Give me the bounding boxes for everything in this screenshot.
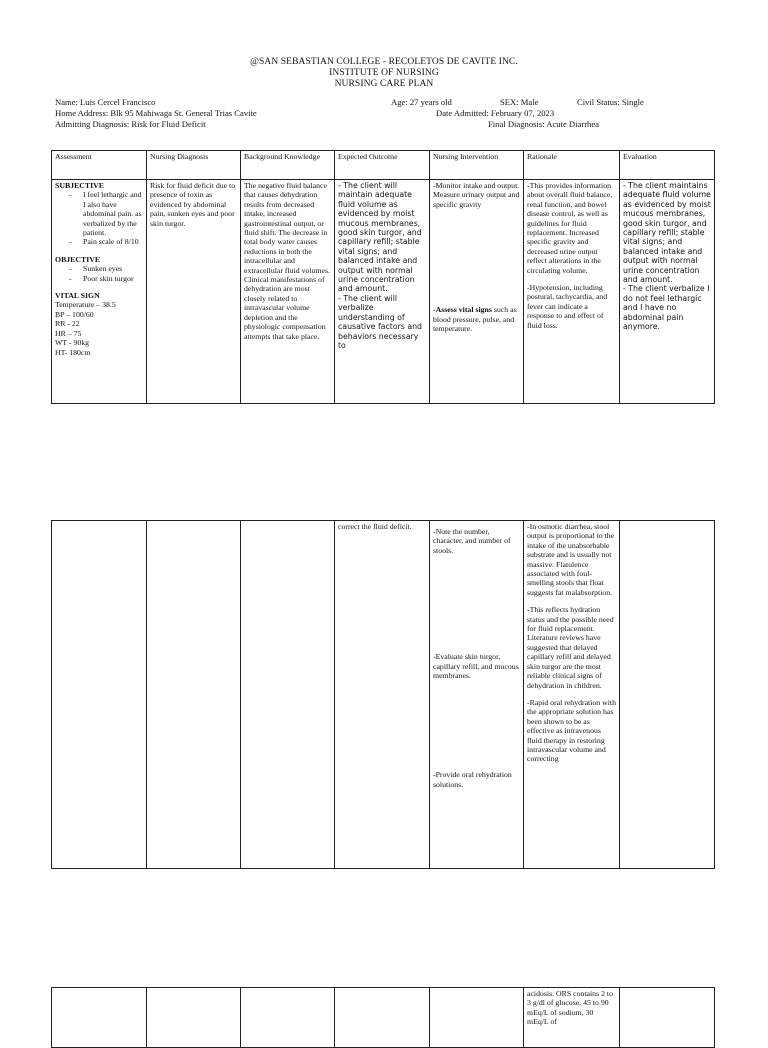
expected-outcome-cell: [335, 988, 430, 1048]
column-header: Evaluation: [620, 151, 715, 180]
institute-name: INSTITUTE OF NURSING: [329, 68, 439, 78]
evaluation-cell: [620, 180, 715, 404]
vital-wt: WT - 90kg: [55, 338, 90, 348]
nursing-intervention-cell: [430, 180, 524, 404]
assessment-cell: [52, 988, 147, 1048]
list-item: - Sunken eyes: [69, 264, 143, 273]
intervention-text: -Note the number, character, and number of stools.: [433, 527, 511, 555]
expected-outcome-cell: correct the fluid deficit.: [335, 521, 430, 869]
column-header: Assessment: [52, 151, 147, 180]
patient-sex: SEX: Male: [500, 97, 539, 107]
rationale-text: -Hypotension, including postural, tachycardia, and fever can indicate a response to and effect of fluid loss.: [527, 283, 608, 330]
rationale-cell: acidosis. ORS contains 2 to 3 g/dl of glucose, 45 to 90 mEq/L of sodium, 30 mEq/L of: [524, 988, 620, 1048]
objective-heading: OBJECTIVE: [55, 254, 101, 264]
rationale-text: -This provides information about overall fluid balance, renal function, and bowel disease control, as well as guidelines for fluid replacement. Increased specific gravity and decreased urine output reflect alterations in the circulating volume.: [527, 181, 613, 275]
column-header: Background Knowledge: [241, 151, 335, 180]
header-row: [52, 151, 715, 180]
care-plan-table-page-2: [51, 520, 715, 869]
background-knowledge-cell: The negative fluid balance that causes dehydration results from decreased intake, increased gastrointestinal output, or fluid shift. The decrease in total body water causes reductions in both the intracellular and extracellular fluid volumes. Clinical manifestations of dehydration are most closely related to intravascular volume depletion and the physiologic compensation attempts that take place.: [241, 180, 335, 404]
expected-outcome-cell: [335, 180, 430, 404]
outcome-text: - The client will verbalize understanding of causative factors and behaviors necessary to: [338, 293, 423, 350]
background-knowledge-cell: [241, 521, 335, 869]
intervention-text: -Evaluate skin turgor, capillary refill, and mucous membranes.: [433, 652, 519, 681]
subjective-heading: SUBJECTIVE: [55, 181, 104, 190]
nursing-diagnosis-cell: [147, 988, 241, 1048]
vital-temperature: Temperature – 38.5: [55, 300, 116, 310]
column-header: Nursing Diagnosis: [147, 151, 241, 180]
intervention-text: -Monitor intake and output. Measure urinary output and specific gravity: [433, 181, 520, 209]
subjective-list: [55, 190, 143, 246]
rationale-text: -In osmotic diarrhea, stool output is proportional to the intake of the unabsorbable substrate and is usually not massive. Flatulence associated with foul-smelling stools that float suggests fat malabsorption.: [527, 522, 615, 597]
care-plan-table-page-3: [51, 987, 715, 1048]
table-row: [52, 521, 715, 869]
outcome-text: - The client will maintain adequate fluid volume as evidenced by moist mucous membranes, good skin turgor, and capillary refill; stable vital signs; and balanced intake and output with normal urine concentration and amount.: [338, 181, 422, 294]
column-header: Nursing Intervention: [430, 151, 524, 180]
nursing-diagnosis-cell: [147, 521, 241, 869]
intervention-text: -Provide oral rehydration solutions.: [433, 770, 512, 789]
evaluation-text: - The client maintains adequate fluid volume as evidenced by moist mucous membranes, good skin turgor, and capillary refill; stable vital signs; and balanced intake and output with normal urine concentration and amount.: [623, 181, 711, 285]
assessment-cell: [52, 180, 147, 404]
evaluation-text: - The client verbalize I do not feel lethargic and I have no abdominal pain anymore.: [623, 284, 710, 332]
nursing-intervention-cell: [430, 988, 524, 1048]
patient-age: Age: 27 years old: [391, 97, 452, 107]
vital-hr: HR – 75: [55, 328, 82, 338]
evaluation-cell: [620, 521, 715, 869]
care-plan-table-page-1: [51, 150, 715, 404]
list-item: - Poor skin turgor: [69, 274, 143, 283]
vital-rr: RR - 22: [55, 319, 80, 329]
column-header: Expected Outcome: [335, 151, 430, 180]
column-header: Rationale: [524, 151, 620, 180]
evaluation-cell: [620, 988, 715, 1048]
objective-list: [55, 264, 143, 283]
list-item: - Pain scale of 8/10: [69, 237, 143, 246]
final-diagnosis: Final Diagnosis: Acute Diarrhea: [488, 119, 599, 129]
vital-bp: BP – 100/60: [55, 309, 94, 319]
rationale-text: -This reflects hydration status and the possible need for fluid replacement. Literature reviews have suggested that delayed capillary refill and delayed skin turgor are the most reliable clinical signs of dehydration in children.: [527, 605, 614, 690]
background-knowledge-cell: [241, 988, 335, 1048]
intervention-text: -Assess vital signs such as blood pressure, pulse, and temperature.: [433, 305, 517, 334]
nursing-diagnosis-cell: Risk for fluid deficit due to presence of toxin as evidenced by abdominal pain, sunken eyes and poor skin turgor.: [147, 180, 241, 404]
nursing-intervention-cell: [430, 521, 524, 869]
patient-name: Name: Luis Cercel Francisco: [55, 97, 156, 107]
rationale-cell: [524, 521, 620, 869]
school-name: @SAN SEBASTIAN COLLEGE - RECOLETOS DE CAVITE INC.: [250, 57, 518, 67]
rationale-cell: [524, 180, 620, 404]
admitting-diagnosis: Admitting Diagnosis: Risk for Fluid Deficit: [55, 119, 206, 129]
list-item: - I feel lethargic and I also have abdominal pain. as verbalized by the patient.: [69, 190, 143, 237]
assessment-cell: [52, 521, 147, 869]
table-row: [52, 180, 715, 404]
patient-address: Home Address: Blk 95 Mahiwaga St. General Trias Cavite: [55, 108, 257, 118]
table-row: [52, 988, 715, 1048]
date-admitted: Date Admitted: February 07, 2023: [436, 108, 555, 118]
rationale-text: -Rapid oral rehydration with the appropriate solution has been shown to be as effective as intravenous fluid therapy in restoring intravascular volume and correcting: [527, 697, 616, 764]
vital-sign-heading: VITAL SIGN: [55, 291, 100, 301]
document-title: NURSING CARE PLAN: [334, 79, 434, 89]
patient-civil-status: Civil Status: Single: [577, 97, 644, 107]
vital-ht: HT- 180cm: [55, 347, 91, 357]
